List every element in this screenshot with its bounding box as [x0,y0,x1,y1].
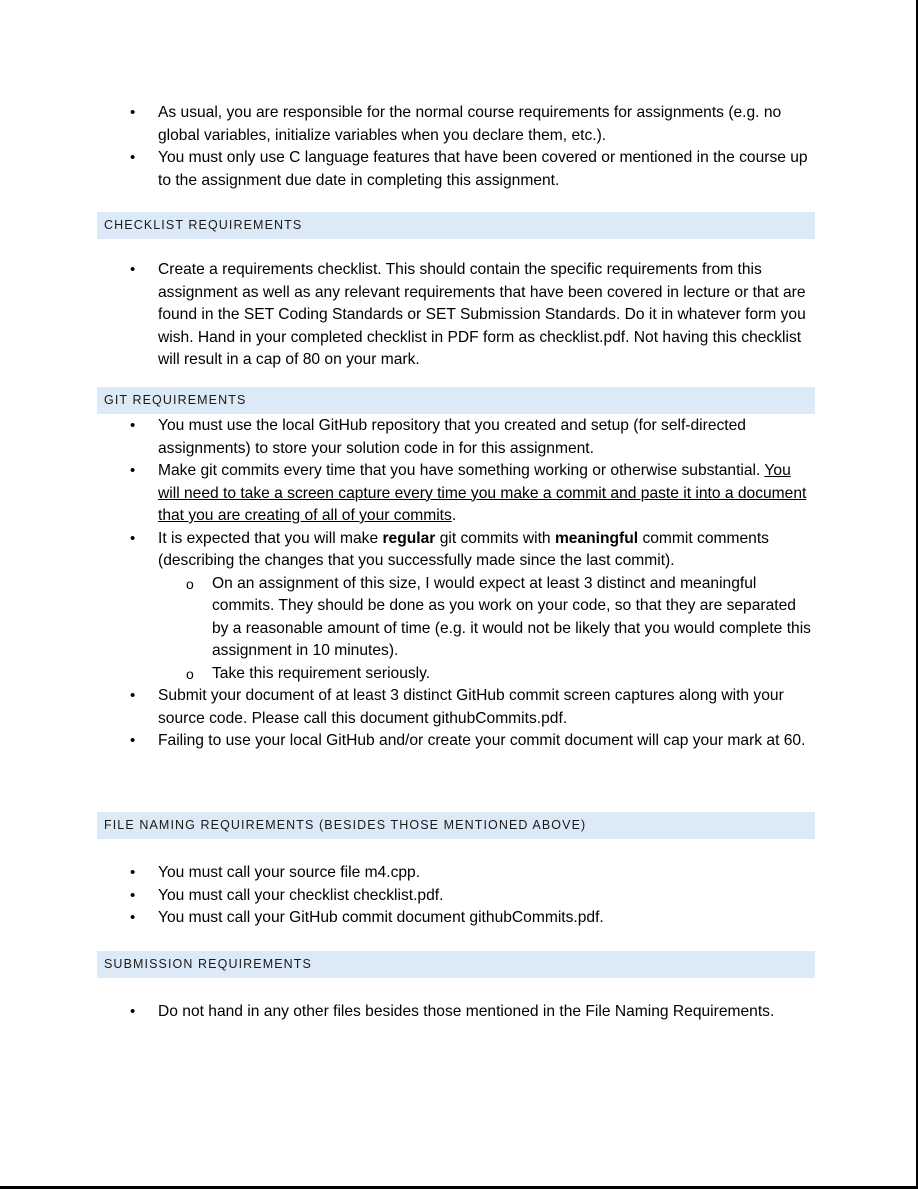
bullet-icon: • [130,149,136,166]
bullet-icon: • [130,104,136,121]
list-item: • Make git commits every time that you have something working or otherwise substantial. You will need to take a screen capture every time you make a commit and paste it into a document that you are creating of all of your commits. [130,462,807,524]
git-sublist [158,573,815,686]
bullet-icon: • [130,864,136,881]
list-item: • You must call your source file m4.cpp. [97,862,815,885]
list-item: • You must call your GitHub commit document githubCommits.pdf. [97,907,815,930]
list-item: • It is expected that you will make regular git commits with meaningful commit comments (describing the changes that you successfully made since the last commit). o On an assignment of this size, I would expect at least 3 distinct and meaningful commits. They should be done as you work on your code, so that they are separated by a reasonable amount of time (e.g. it would not be likely that you would complete this assignment in 10 minutes). o Take this requirement seriously. [97,528,815,686]
git-list [97,415,815,753]
bullet-icon: • [130,529,136,547]
list-item: • Create a requirements checklist. This should contain the specific requirements from this assignment as well as any relevant requirements that have been covered in lecture or that are found in the SET Coding Standards or SET Submission Standards. Do it in whatever form you wish. Hand in your completed checklist in PDF form as checklist.pdf. Not having this checklist will result in a cap of 80 on your mark. [130,261,806,368]
intro-list [97,102,815,192]
bullet-icon: • [130,732,136,749]
list-item: • Failing to use your local GitHub and/or create your commit document will cap your mark at 60. [97,730,815,753]
submission-list [97,1001,815,1024]
list-item: • Do not hand in any other files besides those mentioned in the File Naming Requirements. [97,1001,815,1024]
list-item: • You must only use C language features that have been covered or mentioned in the course up to the assignment due date in completing this assignment. [130,149,808,189]
checklist-list [97,259,815,372]
circle-bullet-icon: o [186,665,194,682]
list-item: • You must call your checklist checklist.pdf. [97,885,815,908]
sub-list-item: o On an assignment of this size, I would expect at least 3 distinct and meaningful commits. They should be done as you work on your code, so that they are separated by a reasonable amount of time (e.g. it would not be likely that you would complete this assignment in 10 minutes). [186,574,811,659]
list-item: • Submit your document of at least 3 distinct GitHub commit screen captures along with your source code. Please call this document githubCommits.pdf. [130,687,784,727]
bullet-icon: • [130,261,136,278]
bullet-icon: • [130,886,136,904]
bullet-icon: • [130,462,136,479]
bullet-icon: • [130,417,136,434]
bullet-icon: • [130,1003,136,1020]
circle-bullet-icon: o [186,575,194,592]
section-heading-git: GIT REQUIREMENTS [97,387,815,414]
list-item: • As usual, you are responsible for the normal course requirements for assignments (e.g. no global variables, initialize variables when you declare them, etc.). [130,104,782,144]
section-heading-checklist: CHECKLIST REQUIREMENTS [97,212,815,239]
section-heading-submission: SUBMISSION REQUIREMENTS [97,951,815,978]
sub-list-item: o Take this requirement seriously. [158,663,815,686]
list-item: • You must use the local GitHub repository that you created and setup (for self-directed assignments) to store your solution code in for this assignment. [130,417,746,457]
bullet-icon: • [130,909,136,926]
section-heading-file-naming: FILE NAMING REQUIREMENTS (BESIDES THOSE MENTIONED ABOVE) [97,812,815,839]
bullet-icon: • [130,687,136,704]
file-naming-list [97,862,815,930]
